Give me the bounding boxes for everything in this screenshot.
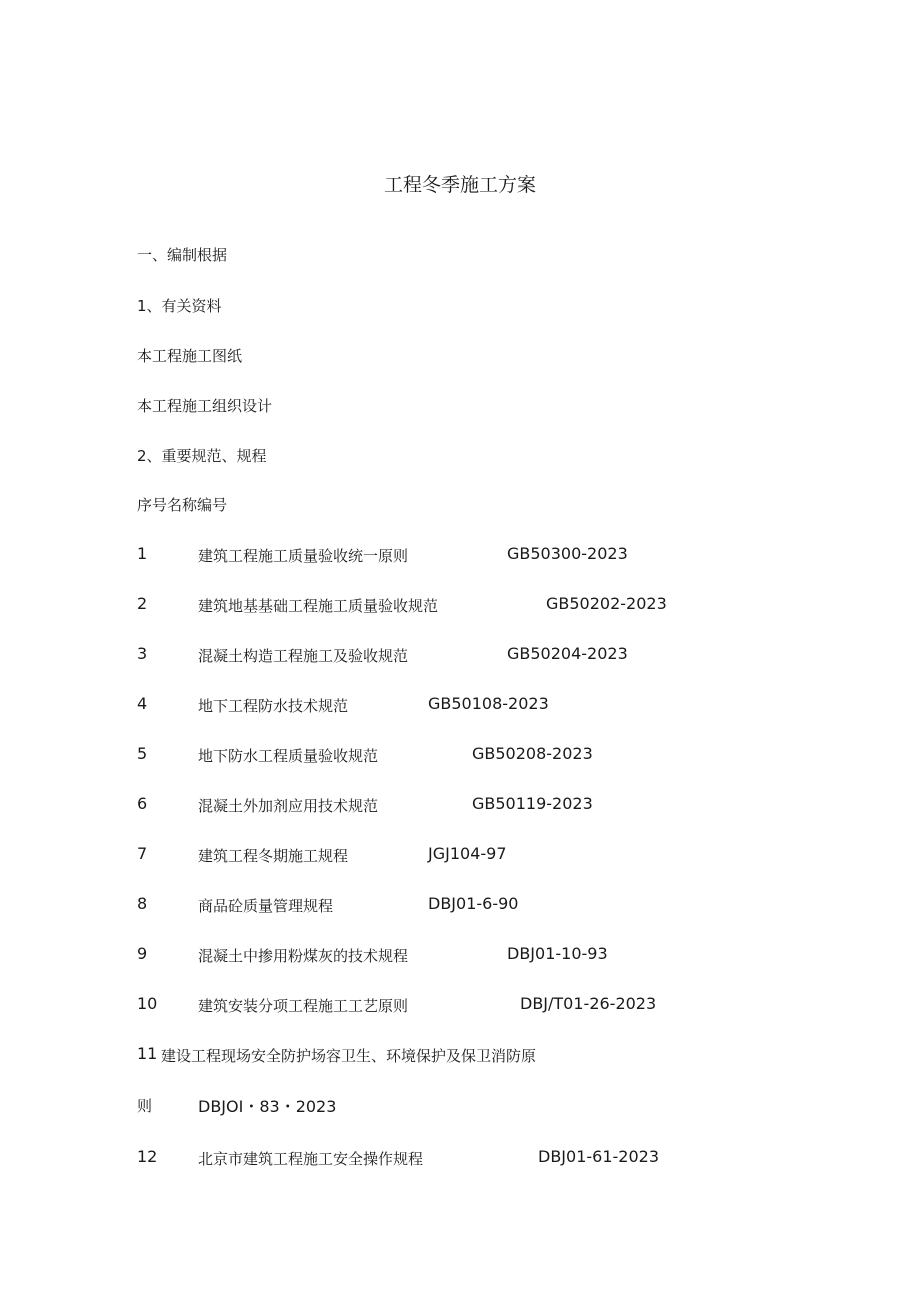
row-number: 9 [137,944,148,963]
standard-code: GB50300-2023 [507,544,628,563]
standard-name: 建筑地基基础工程施工质量验收规范 [198,597,439,615]
standard-code: GB50202-2023 [546,594,667,613]
table-header: 序号名称编号 [137,496,228,514]
document-title: 工程冬季施工方案 [383,174,536,196]
row-number: 4 [137,694,148,713]
standard-code: GB50108-2023 [428,694,549,713]
reference-item: 本工程施工组织设计 [137,397,273,415]
standard-name: 建筑安装分项工程施工工艺原则 [198,997,409,1015]
standard-name: 混凝土中掺用粉煤灰的技术规程 [198,947,409,965]
standard-code: JGJ104-97 [428,844,507,863]
standard-name: 混凝土构造工程施工及验收规范 [198,647,409,665]
standard-code: DBJOI・83・2023 [198,1097,337,1116]
row-number: 5 [137,744,148,763]
standard-name: 建设工程现场安全防护场容卫生、环境保护及保卫消防原 [161,1047,537,1065]
standard-code: GB50119-2023 [472,794,593,813]
standard-code: GB50208-2023 [472,744,593,763]
standard-name: 建筑工程施工质量验收统一原则 [198,547,409,565]
standard-code: GB50204-2023 [507,644,628,663]
row-number: 3 [137,644,148,663]
row-number: 6 [137,794,148,813]
standard-name: 商品砼质量管理规程 [198,897,334,915]
row-number: 2 [137,594,148,613]
row-number: 8 [137,894,148,913]
standard-code: DBJ01-6-90 [428,894,519,913]
standard-code: DBJ01-61-2023 [538,1147,659,1166]
standard-code: DBJ01-10-93 [507,944,608,963]
standard-name: 建筑工程冬期施工规程 [198,847,349,865]
standard-name: 北京市建筑工程施工安全操作规程 [198,1150,424,1168]
standard-code: DBJ/T01-26-2023 [520,994,657,1013]
subsection-heading: 2、重要规范、规程 [137,447,267,465]
row-number: 11 [137,1044,158,1063]
row-number: 7 [137,844,148,863]
standard-name: 地下工程防水技术规范 [198,697,349,715]
standard-name: 混凝土外加剂应用技术规范 [198,797,379,815]
row-number: 1 [137,544,148,563]
section-heading: 一、编制根据 [137,246,228,264]
row-number: 10 [137,994,158,1013]
standard-name-continuation: 则 [137,1097,153,1115]
row-number: 12 [137,1147,158,1166]
standard-name: 地下防水工程质量验收规范 [198,747,379,765]
reference-item: 本工程施工图纸 [137,347,243,365]
subsection-heading: 1、有关资料 [137,297,222,315]
